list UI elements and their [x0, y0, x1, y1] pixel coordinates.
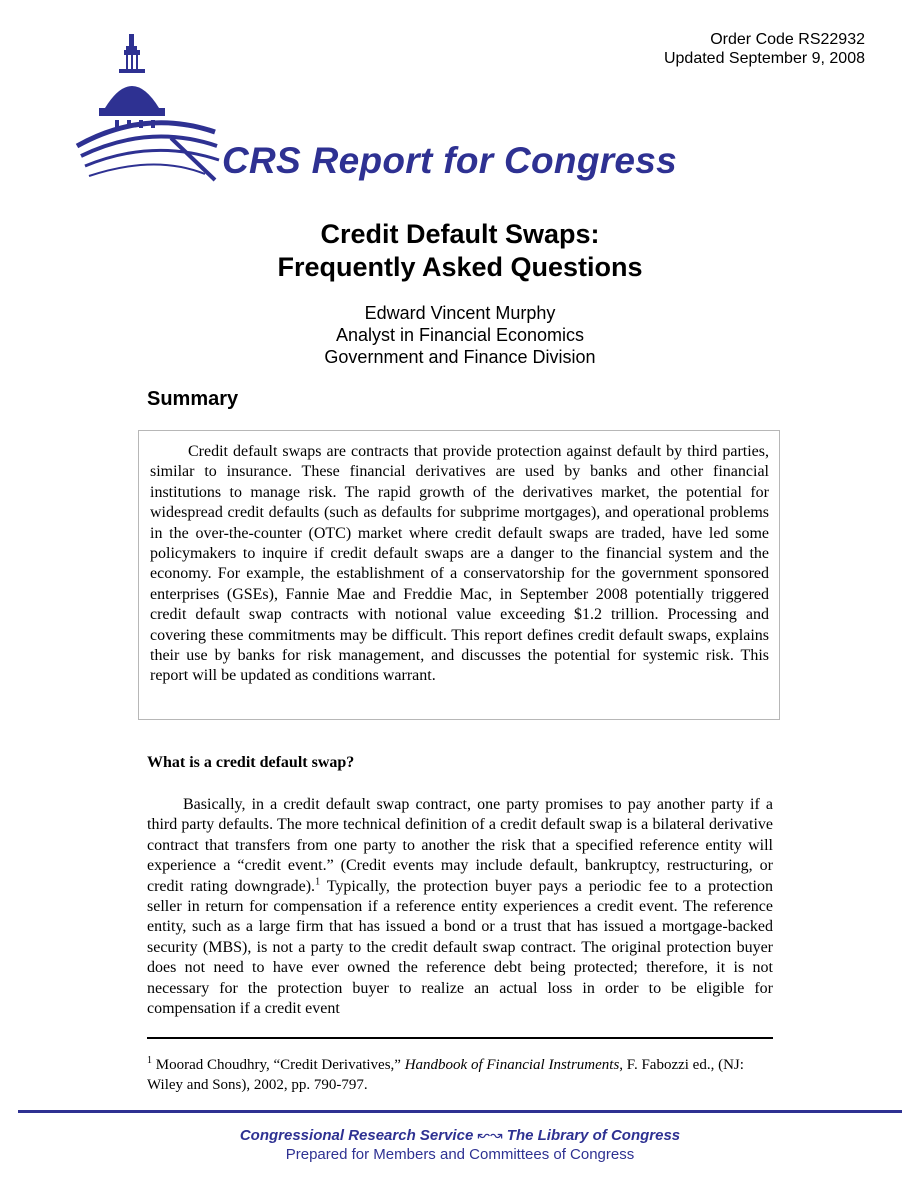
logo-title: CRS Report for Congress	[222, 140, 678, 181]
section-question: What is a credit default swap?	[147, 754, 355, 771]
footer-divider	[18, 1110, 902, 1113]
author-block	[0, 302, 920, 368]
footer-line-1	[0, 1126, 920, 1144]
capitol-dome-icon	[75, 28, 225, 188]
body-text-part-2: Typically, the protection buyer pays a periodic fee to a protection seller in return for compensation if a reference entity experiences a credit event. The reference entity, such as a large firm that has issued a bond or a trust that has issued a mortgage-backed security (MBS), is not a party to the credit default swap contract. The original protection buyer does not need to have ever owned the reference debt being protected; therefore, it is not necessary for the protection buyer to realize an actual loss in order to be eligible for compensation if a credit event	[147, 877, 774, 1018]
order-code: Order Code RS22932	[710, 31, 865, 48]
footer-crs: Congressional Research Service	[239, 1127, 474, 1144]
body-text-part-1: Basically, in a credit default swap contract, one party promises to pay another party if a third party defaults. The more technical definition of a credit default swap is a bilateral derivative contract that transfers from one party to another the risk that a specified reference entity will experience a “credit event.” (Credit events may include default, bankruptcy, restructuring, or credit rating downgrade).	[147, 796, 773, 895]
title-line-1: Credit Default Swaps:	[320, 219, 600, 249]
title-line-2: Frequently Asked Questions	[277, 252, 643, 282]
author-position: Analyst in Financial Economics	[335, 325, 585, 345]
footnote-divider	[147, 1037, 773, 1039]
updated-date: Updated September 9, 2008	[663, 50, 865, 67]
author-division: Government and Finance Division	[324, 347, 596, 367]
footer-line-2: Prepared for Members and Committees of Congress	[285, 1146, 635, 1163]
footer-loc: The Library of Congress	[506, 1127, 681, 1144]
footnote-after: , F. Fabozzi ed., (NJ: Wiley and Sons), 2002, pp. 790-797.	[147, 1057, 744, 1093]
footnote-number: 1	[147, 1055, 152, 1066]
body-paragraph	[147, 795, 773, 1019]
footnote-book-title: Handbook of Financial Instruments	[404, 1057, 620, 1073]
ornament-icon: ↜↝	[477, 1127, 503, 1144]
footnote-ref[interactable]: 1	[315, 876, 321, 888]
summary-heading: Summary	[147, 388, 239, 410]
author-name: Edward Vincent Murphy	[364, 303, 556, 323]
order-info	[664, 30, 865, 68]
summary-text: Credit default swaps are contracts that provide protection against default by third parties, similar to insurance. These financial derivatives are used by banks and other financial institutions to manage risk. The rapid growth of the derivatives market, the potential for widespread credit defaults (such as defaults for subprime mortgages), and operational problems in the over-the-counter (OTC) market where credit default swaps are traded, have led some policymakers to inquire if credit default swaps are a danger to the financial system and the economy. For example, the establishment of a conservatorship for the government sponsored enterprises (GSEs), Fannie Mae and Freddie Mac, in September 2008 potentially triggered credit default swap contracts with notional value exceeding $1.2 trillion. Processing and covering these commitments may be difficult. This report defines credit default swaps, explains their use by banks for risk management, and discusses the potential for systemic risk. This report will be updated as conditions warrant.	[150, 443, 769, 685]
report-title	[0, 218, 920, 284]
footnote	[147, 1055, 773, 1095]
footnote-before: Moorad Choudhry, “Credit Derivatives,”	[152, 1057, 405, 1073]
